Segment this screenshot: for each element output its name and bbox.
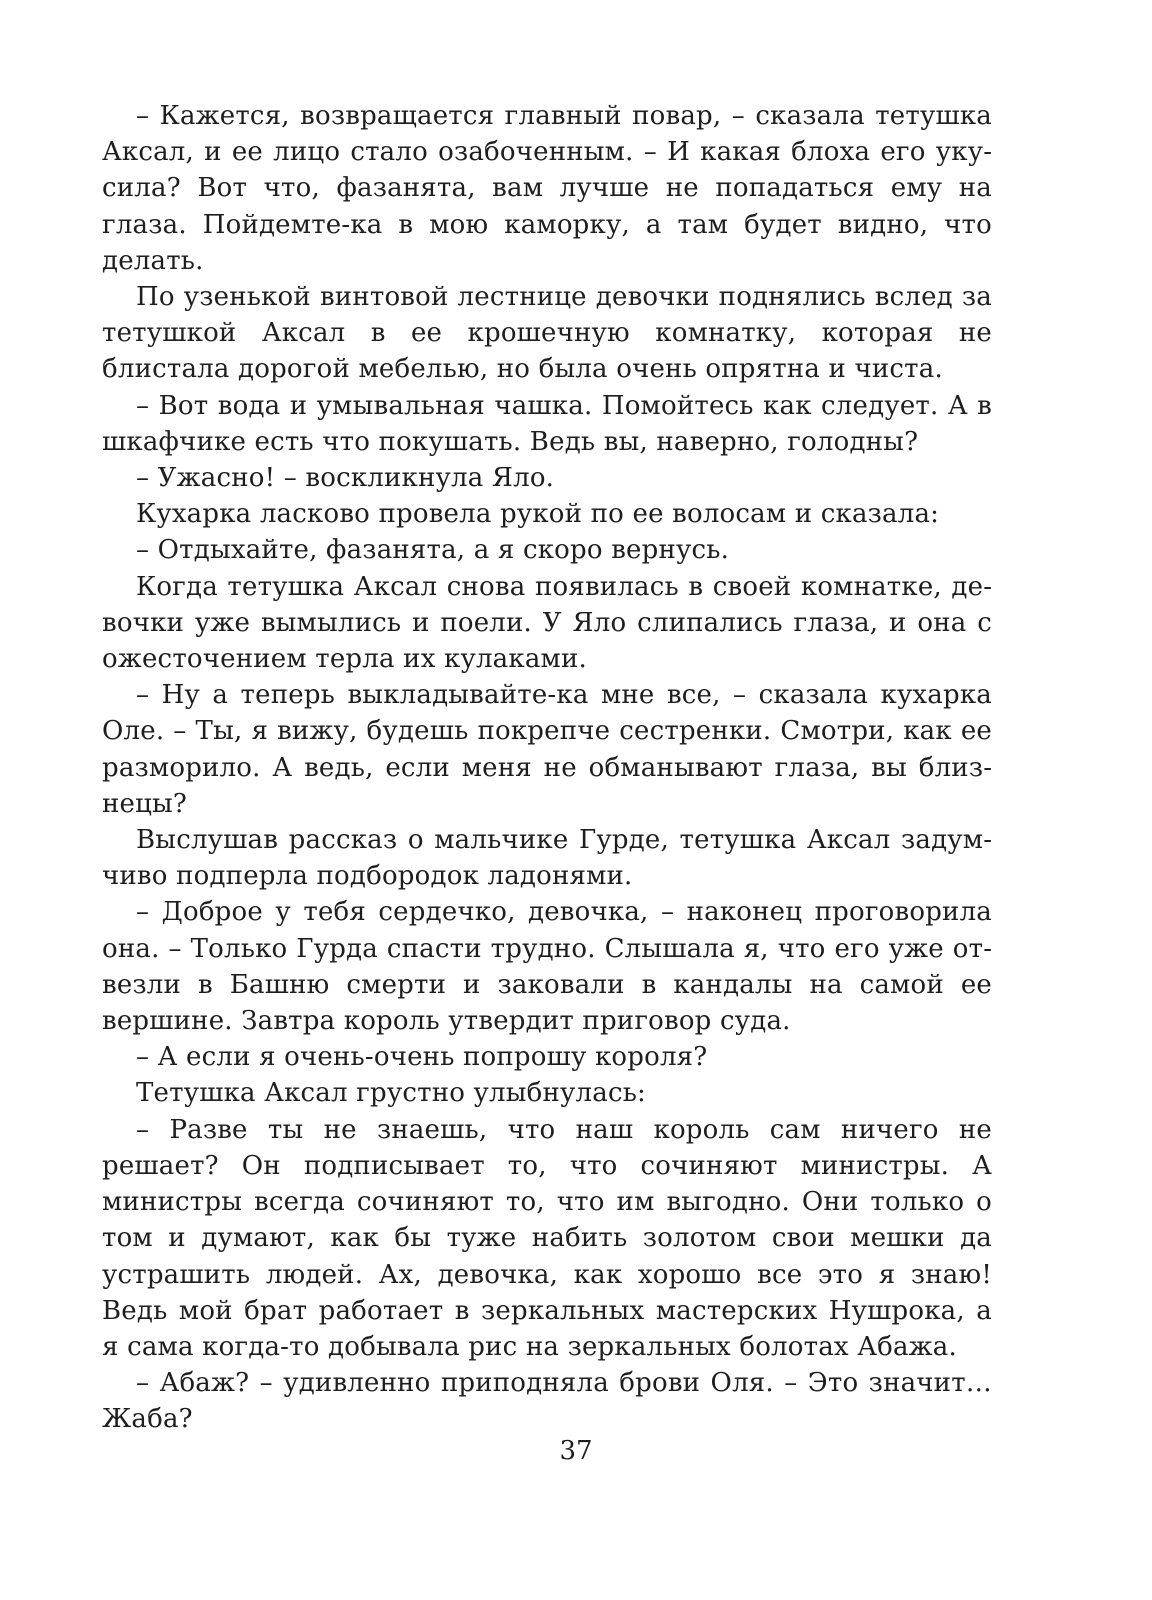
paragraph: Тетушка Аксал грустно улыбнулась: bbox=[136, 1078, 647, 1109]
paragraph: – Ужасно! – воскликнула Яло. bbox=[136, 463, 555, 494]
paragraph: – Ну а теперь выкладывайте-ка мне все, – сказала кухарка Оле. – Ты, я вижу, будешь покрепче сестренки. Смотри, как ее разморило. А ведь, если меня не обманывают глаза, вы близнецы? bbox=[102, 680, 992, 819]
paragraph: – Отдыхайте, фазанята, а я скоро вернусь. bbox=[136, 535, 730, 566]
paragraph: По узенькой винтовой лестнице девочки поднялись вслед за тетушкой Аксал в ее крошечную комнатку, которая не блистала дорогой мебелью, но была очень опрятна и чиста. bbox=[102, 282, 992, 385]
paragraph: Кухарка ласково провела рукой по ее волосам и сказала: bbox=[136, 499, 940, 530]
page-number: 37 bbox=[559, 1436, 593, 1466]
paragraph: Когда тетушка Аксал снова появилась в своей комнатке, девочки уже вымылись и поели. У Яло слипались глаза, и она с ожесточением терла их кулаками. bbox=[102, 571, 992, 675]
paragraph: – Кажется, возвращается главный повар, – сказала тетушка Аксал, и ее лицо стало озабоченным. – И какая блоха его укусила? Вот что, фазанята, вам лучше не попадаться ему на глаза. Пойдемте-ка в мою каморку, а там будет видно, что делать. bbox=[102, 101, 992, 276]
paragraph: – Абаж? – удивленно приподняла брови Оля. – Это значит… Жаба? bbox=[102, 1368, 992, 1435]
paragraph: – Доброе у тебя сердечко, девочка, – наконец проговорила она. – Только Гурда спасти трудно. Слышала я, что его уже отвезли в Башню смерти и заковали в кандалы на самой ее вершине. Завтра король утвердит приговор суда. bbox=[102, 897, 992, 1037]
paragraph: – Вот вода и умывальная чашка. Помойтесь как следует. А в шкафчике есть что покушать. Ведь вы, наверно, голодны? bbox=[102, 390, 992, 457]
paragraph: – Разве ты не знаешь, что наш король сам ничего не решает? Он подписывает то, что сочиняют министры. А министры всегда сочиняют то, что им выгодно. Они только о том и думают, как бы туже набить золотом свои мешки да устрашить людей. Ах, девочка, как хорошо все это я знаю! Ведь мой брат работает в зеркальных мастерских Нушрока, а я сама когда-то добывала рис на зеркальных болотах Абажа. bbox=[102, 1114, 992, 1362]
paragraph: – А если я очень-очень попрошу короля? bbox=[136, 1042, 708, 1073]
paragraph: Выслушав рассказ о мальчике Гурде, тетушка Аксал задумчиво подперла подбородок ладонями. bbox=[102, 825, 992, 892]
body-text bbox=[102, 98, 992, 1438]
